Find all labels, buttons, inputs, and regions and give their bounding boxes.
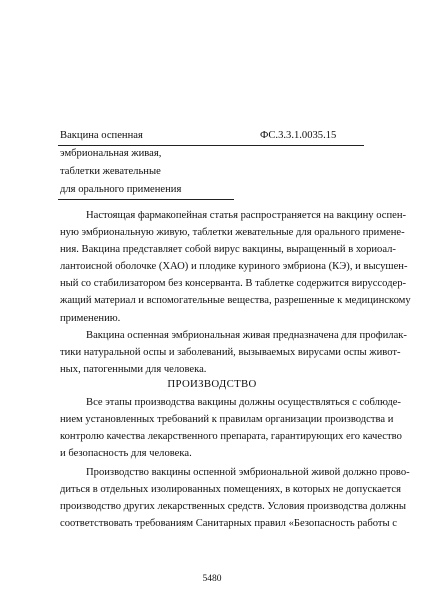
header-divider-bottom-left [58, 199, 234, 200]
drug-name-line-3: таблетки жевательные [60, 166, 161, 177]
paragraph-production-premises [60, 464, 410, 532]
page-number: 5480 [202, 574, 222, 584]
drug-name-line-4: для орального применения [60, 184, 182, 195]
text-line: ную эмбриональную живую, таблетки жевательные для орального примене- [60, 227, 405, 239]
text-line: диться в отдельных изолированных помещениях, в которых не допускается [60, 484, 401, 496]
text-line: Производство вакцины оспенной эмбриональной живой должно прово- [86, 467, 410, 478]
paragraph-purpose [60, 327, 407, 378]
text-line: контролю качества лекарственного препарата, гарантирующих его качество [60, 431, 402, 443]
drug-name-line-2: эмбриональная живая, [60, 148, 162, 159]
section-heading: ПРОИЗВОДСТВО [167, 378, 257, 390]
text-line: Вакцина оспенная эмбриональная живая предназначена для профилак- [86, 330, 407, 341]
text-line: ния. Вакцина представляет собой вирус вакцины, выращенный в хориоал- [60, 244, 396, 256]
text-line: ных, патогенными для человека. [60, 364, 207, 376]
text-line: Настоящая фармакопейная статья распространяется на вакцину оспен- [86, 210, 407, 221]
header-divider-right [246, 145, 364, 146]
text-line: лантоисной оболочке (ХАО) и плодике куриного эмбриона (КЭ), и высушен- [60, 261, 408, 273]
text-line: тики натуральной оспы и заболеваний, вызываемых вирусами оспы живот- [60, 347, 401, 359]
drug-name-line-1: Вакцина оспенная [60, 130, 143, 141]
text-line: ный со стабилизатором без консерванта. В таблетке содержится вируссодер- [60, 278, 407, 290]
text-line: соответствовать требованиям Санитарных правил «Безопасность работы с [60, 518, 397, 530]
text-line: нием установленных требований к правилам организации производства и [60, 414, 394, 426]
text-line: Все этапы производства вакцины должны осуществляться с соблюде- [86, 397, 401, 408]
paragraph-production-stages [60, 394, 402, 462]
text-line: и безопасность для человека. [60, 448, 192, 460]
monograph-code: ФС.3.3.1.0035.15 [260, 130, 337, 141]
paragraph-intro [60, 207, 411, 327]
text-line: производство других лекарственных средств. Условия производства должны [60, 501, 406, 513]
text-line: применению. [60, 312, 121, 324]
text-line: жащий материал и вспомогательные вещества, разрешенные к медицинскому [60, 295, 411, 307]
